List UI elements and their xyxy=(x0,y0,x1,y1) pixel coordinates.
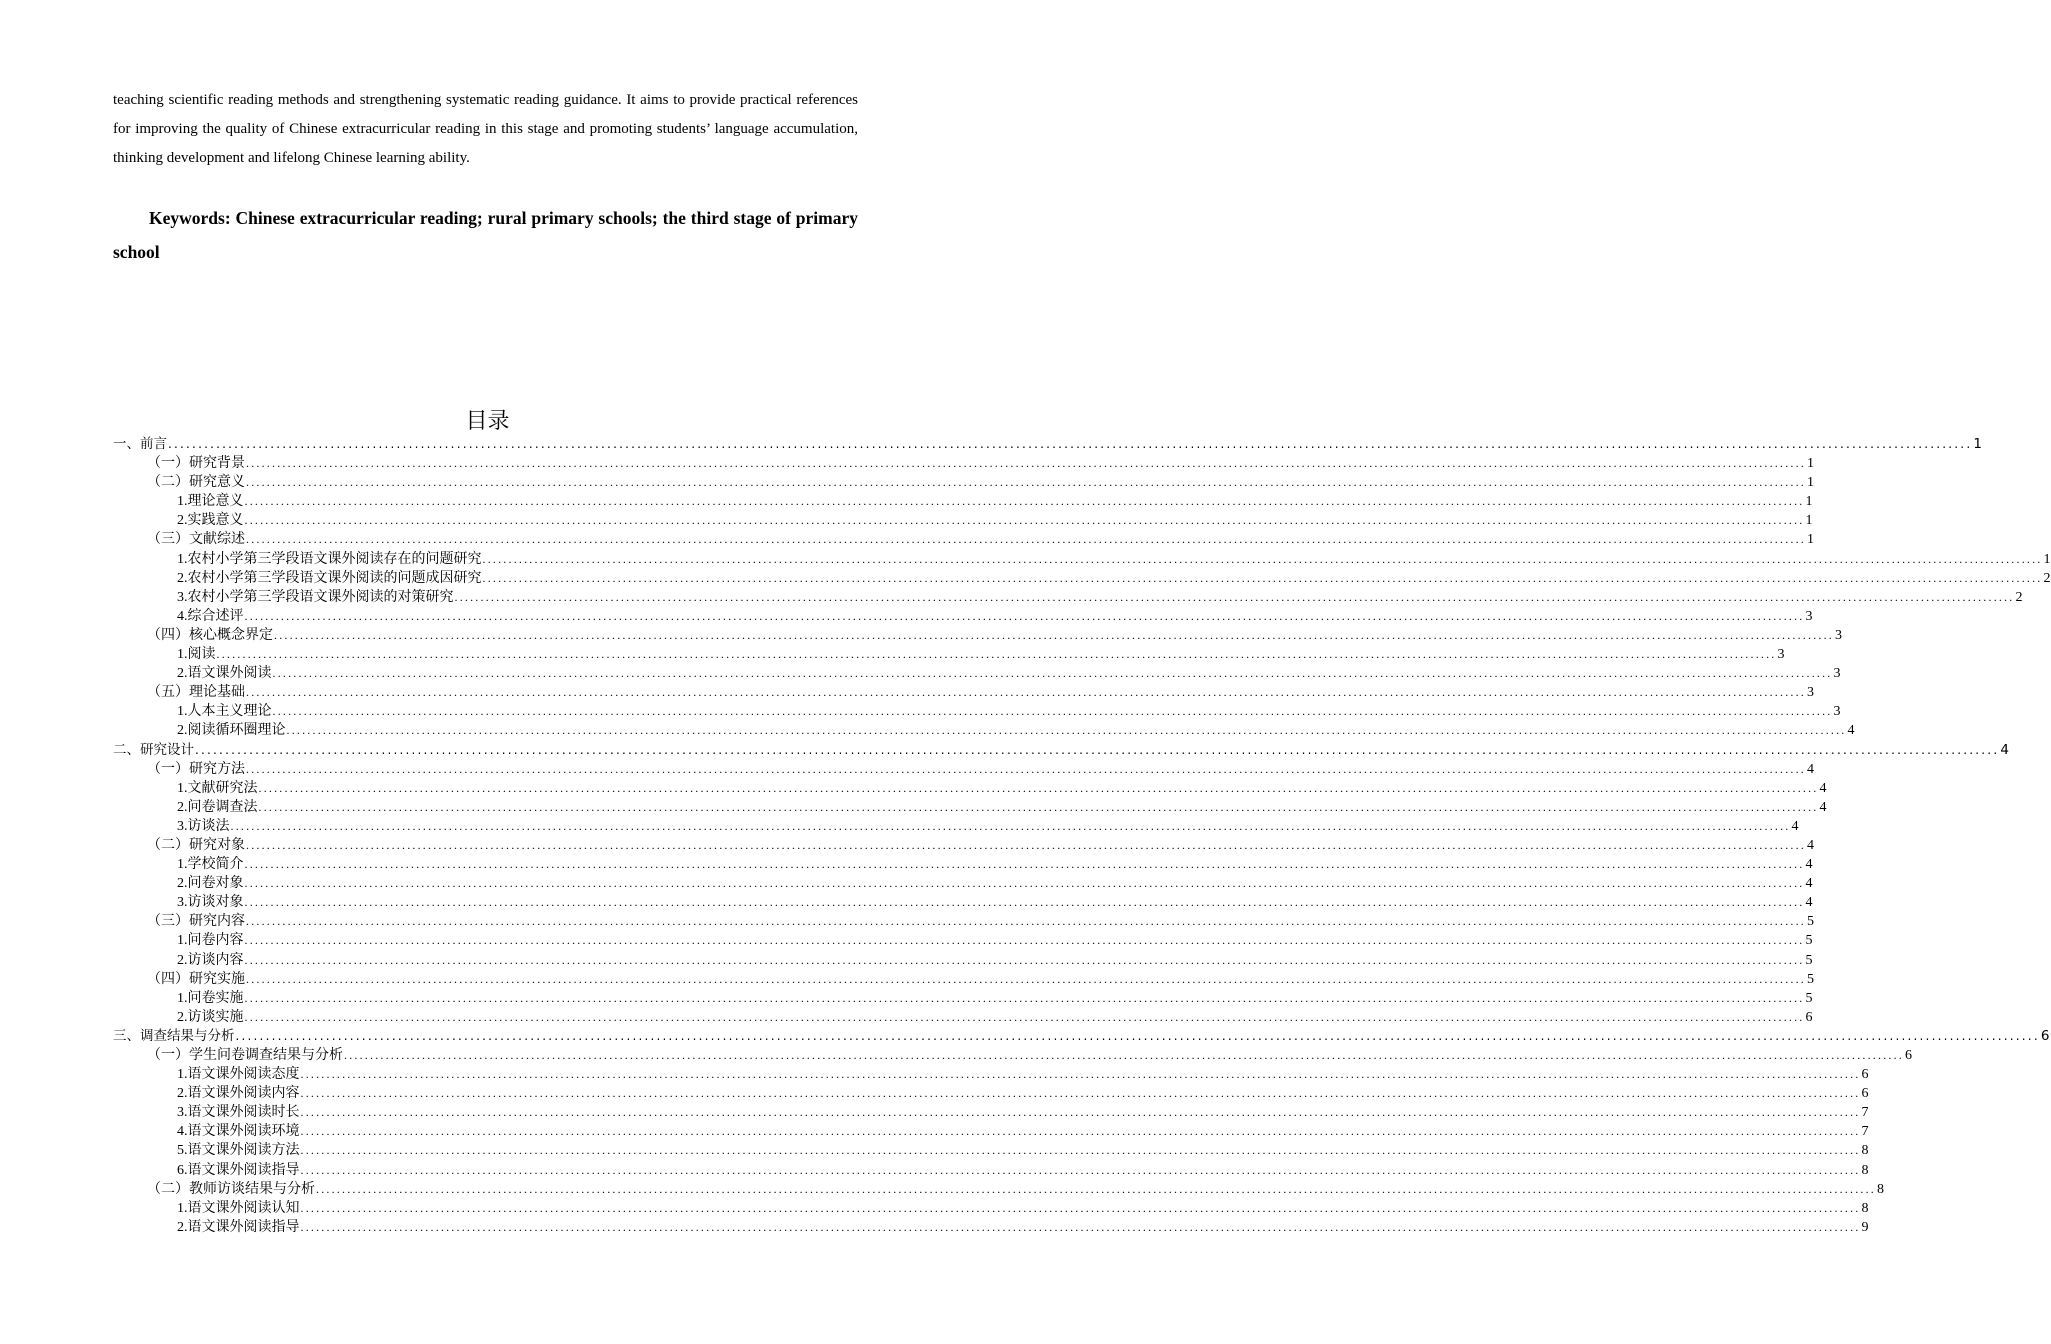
toc-entry-page: 5 xyxy=(1807,971,1814,987)
toc-dot-leader: ............................................................................................................................................................................................................................................................................................................ xyxy=(246,837,1806,852)
toc-entry[interactable] xyxy=(113,970,1814,989)
toc-entry[interactable] xyxy=(113,454,1814,473)
abstract-paragraph: teaching scientific reading methods and strengthening systematic reading guidance. It aims to provide practical references for improving the quality of Chinese extracurricular reading in this stage and promoting students’ language accumulation, thinking development and lifelong Chinese learning ability. xyxy=(113,92,858,166)
toc-dot-leader: ............................................................................................................................................................................................................................................................................................................ xyxy=(235,1028,2040,1043)
toc-entry-label: 2.语文课外阅读内容 xyxy=(177,1086,300,1102)
toc-dot-leader: ............................................................................................................................................................................................................................................................................................................ xyxy=(316,1181,1876,1196)
toc-entry-label: 2.语文课外阅读指导 xyxy=(177,1219,300,1235)
toc-entry[interactable] xyxy=(113,1122,1869,1141)
toc-entry-label: 2.农村小学第三学段语文课外阅读的问题成因研究 xyxy=(177,570,482,586)
toc-dot-leader: ............................................................................................................................................................................................................................................................................................................ xyxy=(274,627,1834,642)
toc-entry[interactable] xyxy=(113,569,2051,588)
toc-entry[interactable] xyxy=(113,664,1841,683)
toc-dot-leader: ............................................................................................................................................................................................................................................................................................................ xyxy=(244,608,1805,623)
toc-entry-label: 2.问卷调查法 xyxy=(177,799,258,815)
toc-entry-page: 2 xyxy=(2015,589,2023,605)
toc-dot-leader: ............................................................................................................................................................................................................................................................................................................ xyxy=(300,1219,1861,1234)
toc-entry[interactable] xyxy=(113,951,1813,970)
toc-entry-label: 2.访谈实施 xyxy=(177,1009,244,1025)
toc-entry-page: 7 xyxy=(1861,1105,1869,1121)
toc-dot-leader: ............................................................................................................................................................................................................................................................................................................ xyxy=(344,1048,1904,1062)
toc-dot-leader: ............................................................................................................................................................................................................................................................................................................ xyxy=(244,952,1805,967)
toc-dot-leader: ............................................................................................................................................................................................................................................................................................................ xyxy=(300,1200,1861,1215)
toc-entry-page: 5 xyxy=(1805,952,1813,968)
toc-entry-page: 1 xyxy=(1807,532,1814,548)
toc-dot-leader: ............................................................................................................................................................................................................................................................................................................ xyxy=(246,456,1806,471)
toc-dot-leader: ............................................................................................................................................................................................................................................................................................................ xyxy=(482,551,2043,566)
toc-entry-label: （五）理论基础 xyxy=(147,685,245,701)
toc-entry-page: 3 xyxy=(1833,666,1841,682)
toc-entry-page: 1 xyxy=(1805,494,1813,510)
toc-dot-leader: ............................................................................................................................................................................................................................................................................................................ xyxy=(244,933,1805,948)
toc-entry-page: 1 xyxy=(1807,475,1814,491)
toc-entry-page: 4 xyxy=(1807,761,1814,777)
toc-entry-page: 6 xyxy=(1905,1048,1912,1063)
toc-entry[interactable] xyxy=(113,1046,1912,1065)
toc-entry[interactable] xyxy=(113,855,1813,874)
toc-entry-label: 三、调查结果与分析 xyxy=(113,1027,235,1044)
toc-entry-label: 3.农村小学第三学段语文课外阅读的对策研究 xyxy=(177,589,454,605)
toc-dot-leader: ............................................................................................................................................................................................................................................................................................................ xyxy=(168,437,1973,451)
toc-dot-leader: ............................................................................................................................................................................................................................................................................................................ xyxy=(246,914,1806,929)
toc-entry-label: 1.人本主义理论 xyxy=(177,704,272,720)
toc-entry[interactable] xyxy=(113,874,1813,893)
toc-entry-page: 5 xyxy=(1807,914,1814,930)
toc-entry-label: 2.语文课外阅读 xyxy=(177,666,272,682)
toc-entry-label: （三）文献综述 xyxy=(147,532,245,548)
toc-dot-leader: ............................................................................................................................................................................................................................................................................................................ xyxy=(230,818,1791,833)
toc-entry[interactable] xyxy=(113,721,1855,740)
toc-dot-leader: ............................................................................................................................................................................................................................................................................................................ xyxy=(244,857,1805,872)
toc-dot-leader: ............................................................................................................................................................................................................................................................................................................ xyxy=(244,513,1805,528)
toc-entry-page: 4 xyxy=(1819,799,1827,815)
toc-dot-leader: ............................................................................................................................................................................................................................................................................................................ xyxy=(195,742,2000,757)
toc-entry[interactable] xyxy=(113,1084,1869,1103)
toc-entry-label: 一、前言 xyxy=(113,436,167,452)
toc-entry-page: 6 xyxy=(1805,1009,1813,1025)
toc-dot-leader: ............................................................................................................................................................................................................................................................................................................ xyxy=(216,647,1777,662)
toc-dot-leader: ............................................................................................................................................................................................................................................................................................................ xyxy=(286,723,1847,738)
toc-entry[interactable] xyxy=(113,702,1841,721)
toc-entry[interactable] xyxy=(113,836,1814,855)
toc-dot-leader: ............................................................................................................................................................................................................................................................................................................ xyxy=(272,704,1833,719)
toc-entry-page: 5 xyxy=(1805,933,1813,949)
toc-entry-page: 4 xyxy=(1807,837,1814,853)
toc-entry[interactable] xyxy=(113,1141,1869,1160)
toc-entry[interactable] xyxy=(113,1199,1869,1218)
toc-entry-label: （四）研究实施 xyxy=(147,971,245,987)
toc-entry[interactable] xyxy=(113,588,2023,607)
toc-dot-leader: ............................................................................................................................................................................................................................................................................................................ xyxy=(246,532,1806,547)
toc-entry-label: 二、研究设计 xyxy=(113,741,194,758)
toc-entry[interactable] xyxy=(113,511,1813,530)
toc-entry-label: 6.语文课外阅读指导 xyxy=(177,1162,300,1178)
toc-entry[interactable] xyxy=(113,912,1814,931)
toc-entry[interactable] xyxy=(113,1065,1869,1084)
toc-entry[interactable] xyxy=(113,607,1813,626)
toc-dot-leader: ............................................................................................................................................................................................................................................................................................................ xyxy=(300,1162,1861,1177)
toc-entry[interactable] xyxy=(113,645,1785,664)
toc-entry[interactable] xyxy=(113,798,1827,817)
toc-entry-label: 4.语文课外阅读环境 xyxy=(177,1124,300,1140)
toc-dot-leader: ............................................................................................................................................................................................................................................................................................................ xyxy=(246,761,1806,776)
toc-entry-label: 1.问卷实施 xyxy=(177,990,244,1006)
toc-entry-label: （二）教师访谈结果与分析 xyxy=(147,1181,315,1197)
toc-entry-page: 6 xyxy=(2040,1027,2050,1044)
toc-entry-label: （三）研究内容 xyxy=(147,914,245,930)
toc-entry-page: 3 xyxy=(1805,608,1813,624)
toc-dot-leader: ............................................................................................................................................................................................................................................................................................................ xyxy=(300,1105,1861,1120)
toc-dot-leader: ............................................................................................................................................................................................................................................................................................................ xyxy=(300,1124,1861,1139)
toc-entry[interactable] xyxy=(113,931,1813,950)
toc-entry-page: 4 xyxy=(2000,741,2009,758)
toc-dot-leader: ............................................................................................................................................................................................................................................................................................................ xyxy=(244,1009,1805,1024)
toc-entry-label: 2.访谈内容 xyxy=(177,952,244,968)
toc-entry[interactable] xyxy=(113,779,1827,798)
toc-entry-page: 4 xyxy=(1805,895,1813,911)
toc-entry-label: （二）研究意义 xyxy=(147,475,245,491)
toc-dot-leader: ............................................................................................................................................................................................................................................................................................................ xyxy=(300,1086,1861,1101)
toc-dot-leader: ............................................................................................................................................................................................................................................................................................................ xyxy=(246,971,1806,986)
toc-entry[interactable] xyxy=(113,683,1814,702)
toc-entry[interactable] xyxy=(113,1103,1869,1122)
toc-dot-leader: ............................................................................................................................................................................................................................................................................................................ xyxy=(244,494,1805,509)
toc-entry-page: 3 xyxy=(1777,647,1785,663)
toc-entry-label: 1.学校简介 xyxy=(177,857,244,873)
toc-entry-page: 4 xyxy=(1791,818,1799,834)
toc-dot-leader: ............................................................................................................................................................................................................................................................................................................ xyxy=(244,895,1805,910)
toc-entry-page: 8 xyxy=(1861,1200,1869,1216)
table-of-contents xyxy=(113,435,2051,1237)
toc-entry[interactable] xyxy=(113,741,2009,760)
toc-entry-page: 3 xyxy=(1835,627,1842,643)
toc-entry-page: 1 xyxy=(1807,456,1814,472)
toc-title: 目录 xyxy=(465,409,510,434)
toc-entry-page: 8 xyxy=(1861,1143,1869,1159)
toc-dot-leader: ............................................................................................................................................................................................................................................................................................................ xyxy=(300,1067,1861,1082)
toc-entry-page: 3 xyxy=(1833,704,1841,720)
toc-entry-label: 1.农村小学第三学段语文课外阅读存在的问题研究 xyxy=(177,551,482,567)
toc-entry-page: 4 xyxy=(1847,723,1855,739)
toc-entry-page: 6 xyxy=(1861,1086,1869,1102)
toc-entry[interactable] xyxy=(113,473,1814,492)
toc-entry-label: （四）核心概念界定 xyxy=(147,627,273,643)
toc-entry-label: 2.问卷对象 xyxy=(177,876,244,892)
toc-entry-page: 8 xyxy=(1861,1162,1869,1178)
toc-entry-label: 1.问卷内容 xyxy=(177,933,244,949)
toc-entry-page: 3 xyxy=(1807,685,1814,701)
toc-dot-leader: ............................................................................................................................................................................................................................................................................................................ xyxy=(454,589,2015,604)
toc-entry[interactable] xyxy=(113,626,1842,645)
toc-entry-label: 2.实践意义 xyxy=(177,513,244,529)
toc-entry-page: 7 xyxy=(1861,1124,1869,1140)
toc-entry-page: 1 xyxy=(1805,513,1813,529)
toc-entry[interactable] xyxy=(113,530,1814,549)
toc-entry-page: 1 xyxy=(1973,436,1982,452)
toc-entry[interactable] xyxy=(113,1180,1884,1199)
toc-entry-label: 1.文献研究法 xyxy=(177,780,258,796)
toc-entry-label: （二）研究对象 xyxy=(147,837,245,853)
toc-dot-leader: ............................................................................................................................................................................................................................................................................................................ xyxy=(482,570,2043,585)
toc-dot-leader: ............................................................................................................................................................................................................................................................................................................ xyxy=(272,666,1833,681)
toc-entry-page: 5 xyxy=(1805,990,1813,1006)
toc-entry[interactable] xyxy=(113,989,1813,1008)
toc-entry-label: 3.访谈对象 xyxy=(177,895,244,911)
toc-entry-label: 5.语文课外阅读方法 xyxy=(177,1143,300,1159)
toc-dot-leader: ............................................................................................................................................................................................................................................................................................................ xyxy=(244,876,1805,891)
toc-dot-leader: ............................................................................................................................................................................................................................................................................................................ xyxy=(258,780,1819,795)
toc-entry-label: 1.理论意义 xyxy=(177,494,244,510)
toc-entry[interactable] xyxy=(113,760,1814,779)
toc-entry[interactable] xyxy=(113,817,1799,836)
toc-entry-page: 2 xyxy=(2043,570,2051,586)
toc-entry-label: （一）研究背景 xyxy=(147,456,245,472)
toc-entry[interactable] xyxy=(113,893,1813,912)
toc-entry-page: 4 xyxy=(1805,857,1813,873)
toc-entry[interactable] xyxy=(113,1027,2050,1046)
toc-entry-page: 8 xyxy=(1877,1181,1884,1197)
toc-entry-label: 2.阅读循环圈理论 xyxy=(177,723,286,739)
toc-entry-label: 3.访谈法 xyxy=(177,818,230,834)
toc-entry-page: 6 xyxy=(1861,1067,1869,1083)
toc-entry-label: 1.阅读 xyxy=(177,647,216,663)
toc-entry[interactable] xyxy=(113,492,1813,511)
keywords-paragraph: Keywords: Chinese extracurricular reading; rural primary schools; the third stage of primary school xyxy=(113,208,858,262)
toc-dot-leader: ............................................................................................................................................................................................................................................................................................................ xyxy=(258,799,1819,814)
toc-entry[interactable] xyxy=(113,1161,1869,1180)
toc-entry-page: 9 xyxy=(1861,1219,1869,1235)
toc-entry[interactable] xyxy=(113,550,2051,569)
toc-entry-label: （一）学生问卷调查结果与分析 xyxy=(147,1048,343,1063)
toc-entry-page: 4 xyxy=(1819,780,1827,796)
toc-dot-leader: ............................................................................................................................................................................................................................................................................................................ xyxy=(244,990,1805,1005)
toc-dot-leader: ............................................................................................................................................................................................................................................................................................................ xyxy=(300,1143,1861,1158)
toc-entry-label: 4.综合述评 xyxy=(177,608,244,624)
toc-entry-page: 1 xyxy=(2043,551,2051,567)
toc-entry[interactable] xyxy=(113,1008,1813,1027)
toc-entry-page: 4 xyxy=(1805,876,1813,892)
toc-entry-label: 1.语文课外阅读态度 xyxy=(177,1067,300,1083)
toc-entry-label: 3.语文课外阅读时长 xyxy=(177,1105,300,1121)
toc-entry-label: 1.语文课外阅读认知 xyxy=(177,1200,300,1216)
toc-dot-leader: ............................................................................................................................................................................................................................................................................................................ xyxy=(246,685,1806,700)
toc-entry-label: （一）研究方法 xyxy=(147,761,245,777)
toc-entry[interactable] xyxy=(113,1218,1869,1237)
toc-entry[interactable] xyxy=(113,435,1982,454)
toc-dot-leader: ............................................................................................................................................................................................................................................................................................................ xyxy=(246,475,1806,490)
